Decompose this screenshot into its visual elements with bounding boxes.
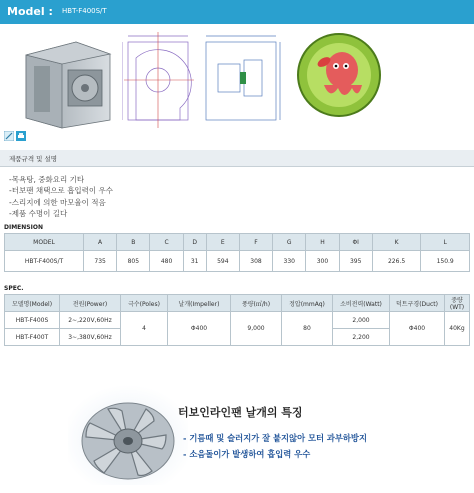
- spec-header: 정압(mmAq): [282, 295, 333, 312]
- dim-header: MODEL: [5, 234, 84, 251]
- spec-airflow-cell: 9,000: [231, 312, 282, 346]
- spec-duct-cell: Φ400: [390, 312, 445, 346]
- dim-cell: 150.9: [421, 251, 470, 272]
- spec-table: [4, 294, 470, 346]
- dim-header: E: [206, 234, 239, 251]
- dim-cell: 300: [306, 251, 339, 272]
- spec-power-cell: 2∼,220V,60Hz: [60, 312, 121, 329]
- dim-header: A: [84, 234, 117, 251]
- spec-header: 날개(Impeller): [168, 295, 231, 312]
- dimension-table: [4, 233, 470, 272]
- dim-cell: 735: [84, 251, 117, 272]
- spec-watt-cell: 2,000: [333, 312, 390, 329]
- product-photo: [6, 30, 122, 130]
- model-header-bar: [0, 0, 474, 24]
- spec-model-cell: HBT-F400S: [5, 312, 60, 329]
- impeller-photo: [68, 385, 188, 485]
- dim-header: F: [239, 234, 272, 251]
- feature-item: -스리지에 의한 마모율이 적음: [9, 197, 106, 207]
- model-label: Model :: [7, 5, 53, 18]
- edit-icon[interactable]: [4, 131, 14, 141]
- dim-header: G: [273, 234, 306, 251]
- model-code: HBT-F400S/T: [62, 7, 107, 15]
- impeller-feature-title: 터보인라인팬 날개의 특징: [178, 406, 303, 419]
- spec-impeller-cell: Φ400: [168, 312, 231, 346]
- dim-cell: 805: [117, 251, 150, 272]
- spec-header: 덕트구경(Duct): [390, 295, 445, 312]
- dim-cell: 226.5: [372, 251, 421, 272]
- print-icon[interactable]: [16, 131, 26, 141]
- feature-item: -목욕탕, 중화요리 기타: [9, 175, 85, 184]
- dim-cell: 594: [206, 251, 239, 272]
- dimension-label: DIMENSION: [4, 224, 43, 231]
- spec-model-cell: HBT-F400T: [5, 329, 60, 346]
- spec-power-cell: 3∼,380V,60Hz: [60, 329, 121, 346]
- spec-header: 전원(Power): [60, 295, 121, 312]
- spec-pressure-cell: 80: [282, 312, 333, 346]
- dim-header: D: [183, 234, 206, 251]
- dim-header: B: [117, 234, 150, 251]
- spec-header: 소비전력(Watt): [333, 295, 390, 312]
- dim-header: ΦI: [339, 234, 372, 251]
- dabbara-mascot-logo: [294, 30, 384, 120]
- dim-cell: 308: [239, 251, 272, 272]
- feature-item: -제품 수명이 길다: [9, 208, 68, 218]
- spec-watt-cell: 2,200: [333, 329, 390, 346]
- dim-cell: HBT-F400S/T: [5, 251, 84, 272]
- feature-item: -터보팬 채택으로 흡입력이 우수: [9, 186, 114, 196]
- spec-weight-cell: 40Kg: [445, 312, 470, 346]
- dim-cell: 31: [183, 251, 206, 272]
- feature-list: [9, 174, 113, 219]
- dim-cell: 395: [339, 251, 372, 272]
- spec-header: 모델명(Model): [5, 295, 60, 312]
- dim-cell: 330: [273, 251, 306, 272]
- spec-poles-cell: 4: [121, 312, 168, 346]
- dim-header: L: [421, 234, 470, 251]
- section-band: [0, 150, 474, 167]
- dim-header: C: [150, 234, 183, 251]
- spec-header: 풍량(㎥/h): [231, 295, 282, 312]
- dim-cell: 480: [150, 251, 183, 272]
- spec-header: 극수(Poles): [121, 295, 168, 312]
- impeller-feature-line: - 소음돌이가 발생하여 흡입력 우수: [183, 449, 311, 459]
- impeller-feature-line: - 기름때 및 슬러지가 잘 붙지않아 모터 과부하방지: [183, 433, 367, 443]
- section-title: 제품규격 및 설명: [9, 155, 58, 163]
- dimension-drawing: [122, 28, 284, 132]
- spec-header: 중량(WT): [445, 295, 470, 312]
- dim-header: K: [372, 234, 421, 251]
- spec-label: SPEC.: [4, 285, 24, 292]
- dim-header: H: [306, 234, 339, 251]
